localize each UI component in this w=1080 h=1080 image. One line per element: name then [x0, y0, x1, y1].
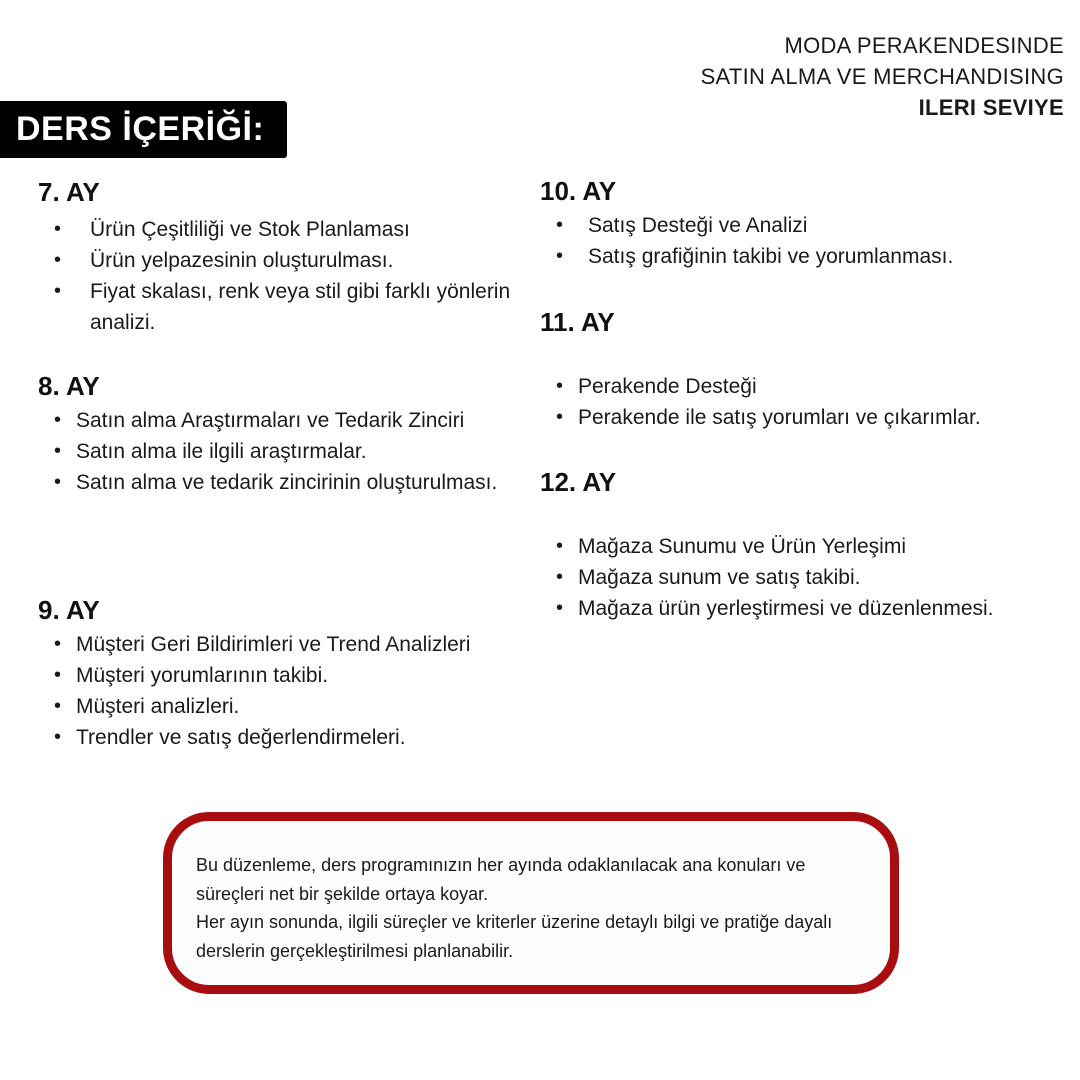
month-10-section — [540, 175, 1060, 272]
list-item: • Satın alma Araştırmaları ve Tedarik Zinciri — [38, 405, 518, 436]
course-title-line-2: SATIN ALMA VE MERCHANDISING — [700, 64, 1064, 89]
month-8-heading: 8. AY — [38, 371, 100, 401]
list-item: • Trendler ve satış değerlendirmeleri. — [38, 722, 538, 753]
list-item: • Satın alma ve tedarik zincirinin oluşturulması. — [38, 467, 518, 498]
section-banner: DERS İÇERİĞİ: — [0, 101, 287, 158]
list-item: • Ürün yelpazesinin oluşturulması. — [38, 245, 518, 276]
list-item: • Mağaza ürün yerleştirmesi ve düzenlenmesi. — [540, 593, 1060, 624]
course-title — [701, 30, 1064, 123]
list-item: • Perakende ile satış yorumları ve çıkarımlar. — [540, 402, 1060, 433]
list-item: • Satış grafiğinin takibi ve yorumlanması. — [540, 241, 1060, 272]
month-12-list — [540, 531, 1060, 624]
list-item: • Müşteri Geri Bildirimleri ve Trend Analizleri — [38, 629, 538, 660]
month-10-list — [540, 210, 1060, 272]
month-8-list — [38, 405, 518, 498]
summary-note-box — [163, 812, 899, 994]
month-12-section — [540, 466, 1060, 624]
list-item: • Mağaza sunum ve satış takibi. — [540, 562, 1060, 593]
course-title-line-1: MODA PERAKENDESINDE — [784, 33, 1064, 58]
month-8-section — [38, 370, 518, 498]
summary-note-paragraph-1: Bu düzenleme, ders programınızın her ayında odaklanılacak ana konuları ve süreçleri net bir şekilde ortaya koyar. — [196, 855, 806, 904]
month-12-heading: 12. AY — [540, 467, 617, 497]
list-item: • Fiyat skalası, renk veya stil gibi farklı yönlerin analizi. — [38, 276, 518, 338]
month-7-section — [38, 176, 518, 338]
month-9-heading: 9. AY — [38, 595, 100, 625]
month-9-section — [38, 594, 538, 753]
month-11-heading: 11. AY — [540, 307, 615, 337]
month-11-section — [540, 306, 1060, 433]
list-item: • Satın alma ile ilgili araştırmalar. — [38, 436, 518, 467]
list-item: • Müşteri analizleri. — [38, 691, 538, 722]
month-10-heading: 10. AY — [540, 176, 617, 206]
list-item: • Perakende Desteği — [540, 371, 1060, 402]
list-item: • Müşteri yorumlarının takibi. — [38, 660, 538, 691]
month-7-list — [38, 214, 518, 338]
list-item: • Mağaza Sunumu ve Ürün Yerleşimi — [540, 531, 1060, 562]
list-item: • Satış Desteği ve Analizi — [540, 210, 1060, 241]
month-11-list — [540, 371, 1060, 433]
month-9-list — [38, 629, 538, 753]
course-level: ILERI SEVIYE — [918, 95, 1064, 120]
month-7-heading: 7. AY — [38, 177, 100, 207]
summary-note-paragraph-2: Her ayın sonunda, ilgili süreçler ve kriterler üzerine detaylı bilgi ve pratiğe dayalı derslerin gerçekleştirilmesi planlanabilir. — [196, 912, 833, 961]
list-item: • Ürün Çeşitliliği ve Stok Planlaması — [38, 214, 518, 245]
